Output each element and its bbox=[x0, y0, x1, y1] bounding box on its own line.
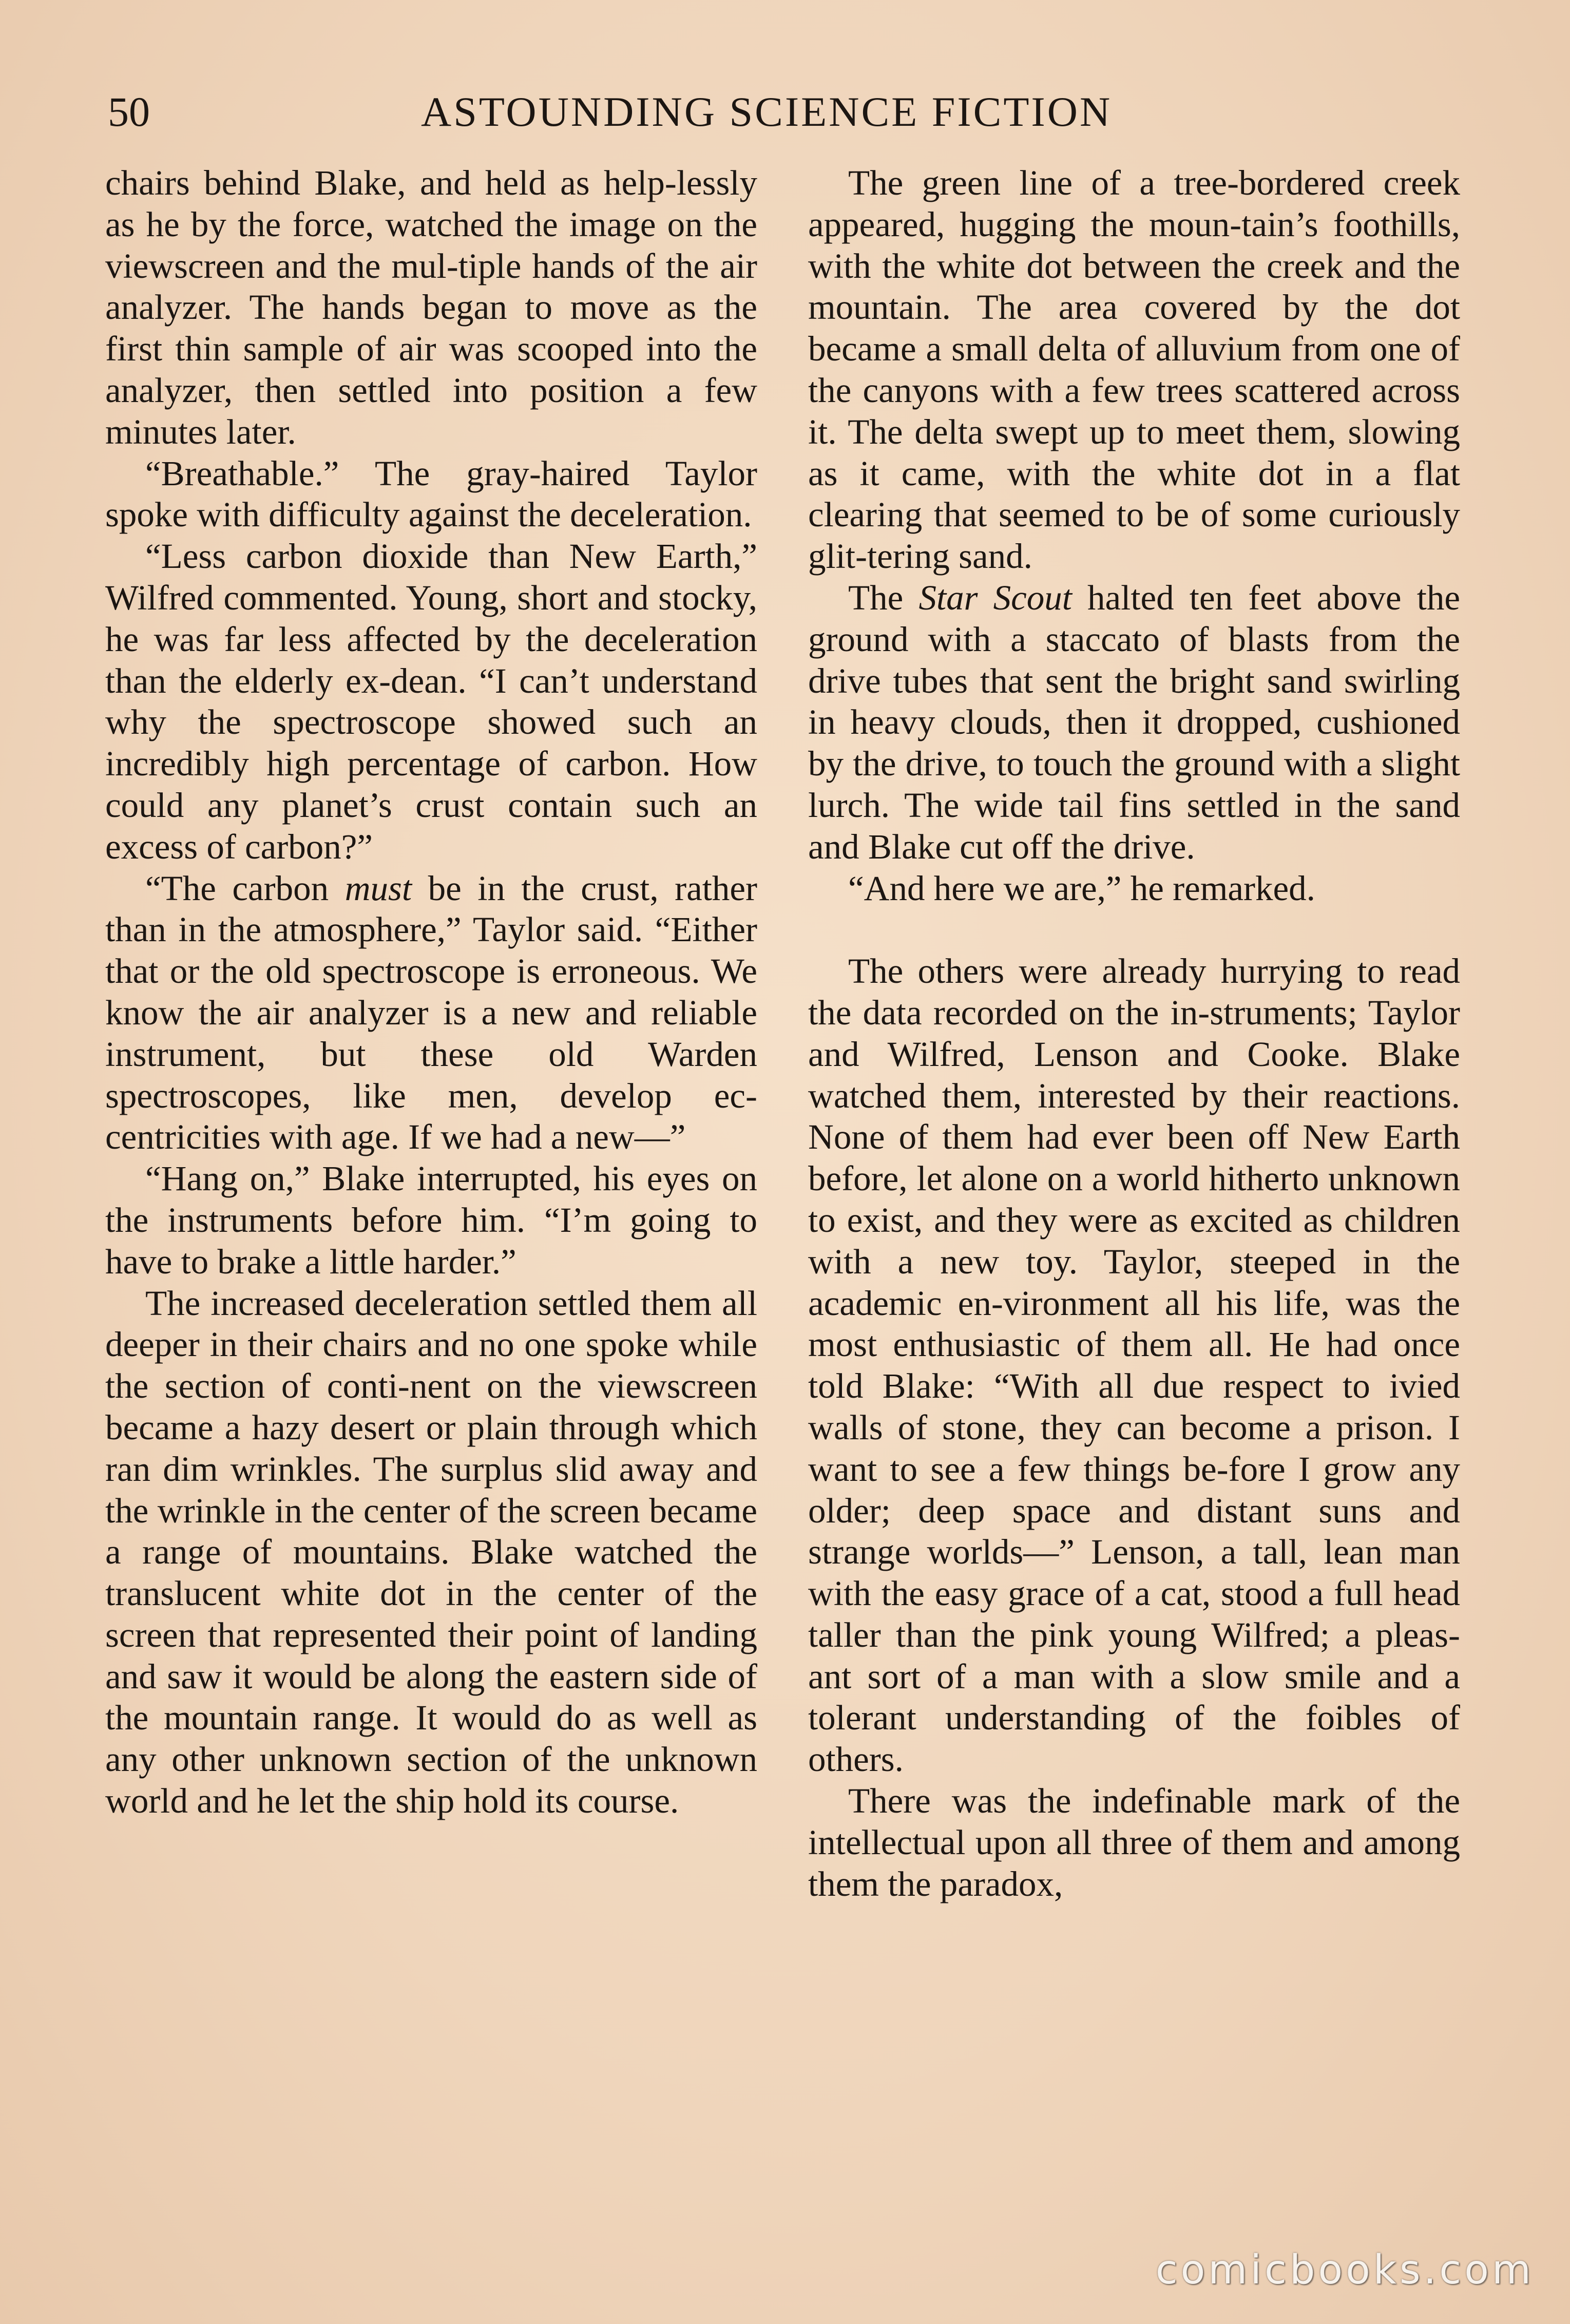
paragraph: The others were already hurrying to read the data recorded on the in-struments; Taylor and Wilfred, Lenson and Cooke. Blake watched them, interested by their reactions. None of them had ever been off New Earth before, let alone on a world hitherto unknown to exist, and they were as excited as children with a new toy. Taylor, steeped in the academic en-vironment all his life, was the most enthusiastic of them all. He had once told Blake: “With all due respect to ivied walls of stone, they can become a prison. I want to see a few things be-fore I grow any older; deep space and distant suns and strange worlds—” Lenson, a tall, lean man with the easy grace of a cat, stood a full head taller than the pink young Wilfred; a pleas-ant sort of a man with a slow smile and a tolerant understanding of the foibles of others. bbox=[808, 951, 1460, 1779]
text-run: halted ten feet above the ground with a staccato of blasts from the drive tubes that sent the bright sand swirling in heavy clouds, then it dropped, cushioned by the drive, to touch the ground with a slight lurch. The wide tail fins settled in the sand and Blake cut off the drive. bbox=[808, 578, 1460, 866]
paragraph: chairs behind Blake, and held as help-lessly as he by the force, watched the image on the viewscreen and the mul-tiple hands of the air analyzer. The hands began to move as the first thin sample of air was scooped into the analyzer, then settled into position a few minutes later. bbox=[105, 163, 757, 451]
left-column bbox=[105, 162, 757, 1822]
text-run: The bbox=[848, 578, 919, 617]
text-run: be in the crust, rather than in the atmosphere,” Taylor said. “Either that or the old spectroscope is erroneous. We know the air analyzer is a new and reliable instrument, but these old Warden spectroscopes, like men, develop ec-centricities with age. If we had a new—” bbox=[105, 868, 758, 1157]
text-run: “The carbon bbox=[145, 868, 345, 908]
italic-emphasis: must bbox=[344, 868, 412, 908]
page-number: 50 bbox=[108, 88, 150, 135]
paragraph: “Less carbon dioxide than New Earth,” Wilfred commented. Young, short and stocky, he was far less affected by the deceleration than the elderly ex-dean. “I can’t understand why the spectroscope showed such an incredibly high percentage of carbon. How could any planet’s crust contain such an excess of carbon?” bbox=[105, 537, 757, 866]
paragraph: There was the indefinable mark of the intellectual upon all three of them and among them the paradox, bbox=[808, 1781, 1460, 1903]
paragraph bbox=[808, 577, 1460, 868]
ship-name-italic: Star Scout bbox=[918, 578, 1072, 617]
paragraph: The increased deceleration settled them all deeper in their chairs and no one spoke while the section of conti-nent on the viewscreen became a hazy desert or plain through which ran dim wrinkles. The surplus slid away and the wrinkle in the center of the screen became a range of mountains. Blake watched the translucent white dot in the center of the screen that represented their point of landing and saw it would be along the eastern side of the mountain range. It would do as well as any other unknown section of the unknown world and he let the ship hold its course. bbox=[105, 1283, 757, 1821]
paragraph: The green line of a tree-bordered creek appeared, hugging the moun-tain’s foothills, with the white dot between the creek and the mountain. The area covered by the dot became a small delta of alluvium from one of the canyons with a few trees scattered across it. The delta swept up to meet them, slowing as it came, with the white dot in a flat clearing that seemed to be of some curiously glit-tering sand. bbox=[808, 163, 1460, 576]
running-title: ASTOUNDING SCIENCE FICTION bbox=[421, 88, 1113, 135]
right-column bbox=[808, 162, 1460, 1904]
paragraph: “And here we are,” he remarked. bbox=[848, 868, 1315, 908]
watermark: comicbooks.com bbox=[1155, 2247, 1534, 2293]
paragraph: “Hang on,” Blake interrupted, his eyes on the instruments before him. “I’m going to have to brake a little harder.” bbox=[105, 1159, 757, 1281]
paragraph bbox=[105, 868, 757, 1158]
page-header bbox=[108, 86, 1462, 138]
paragraph: “Breathable.” The gray-haired Taylor spoke with difficulty against the deceleration. bbox=[105, 453, 757, 535]
